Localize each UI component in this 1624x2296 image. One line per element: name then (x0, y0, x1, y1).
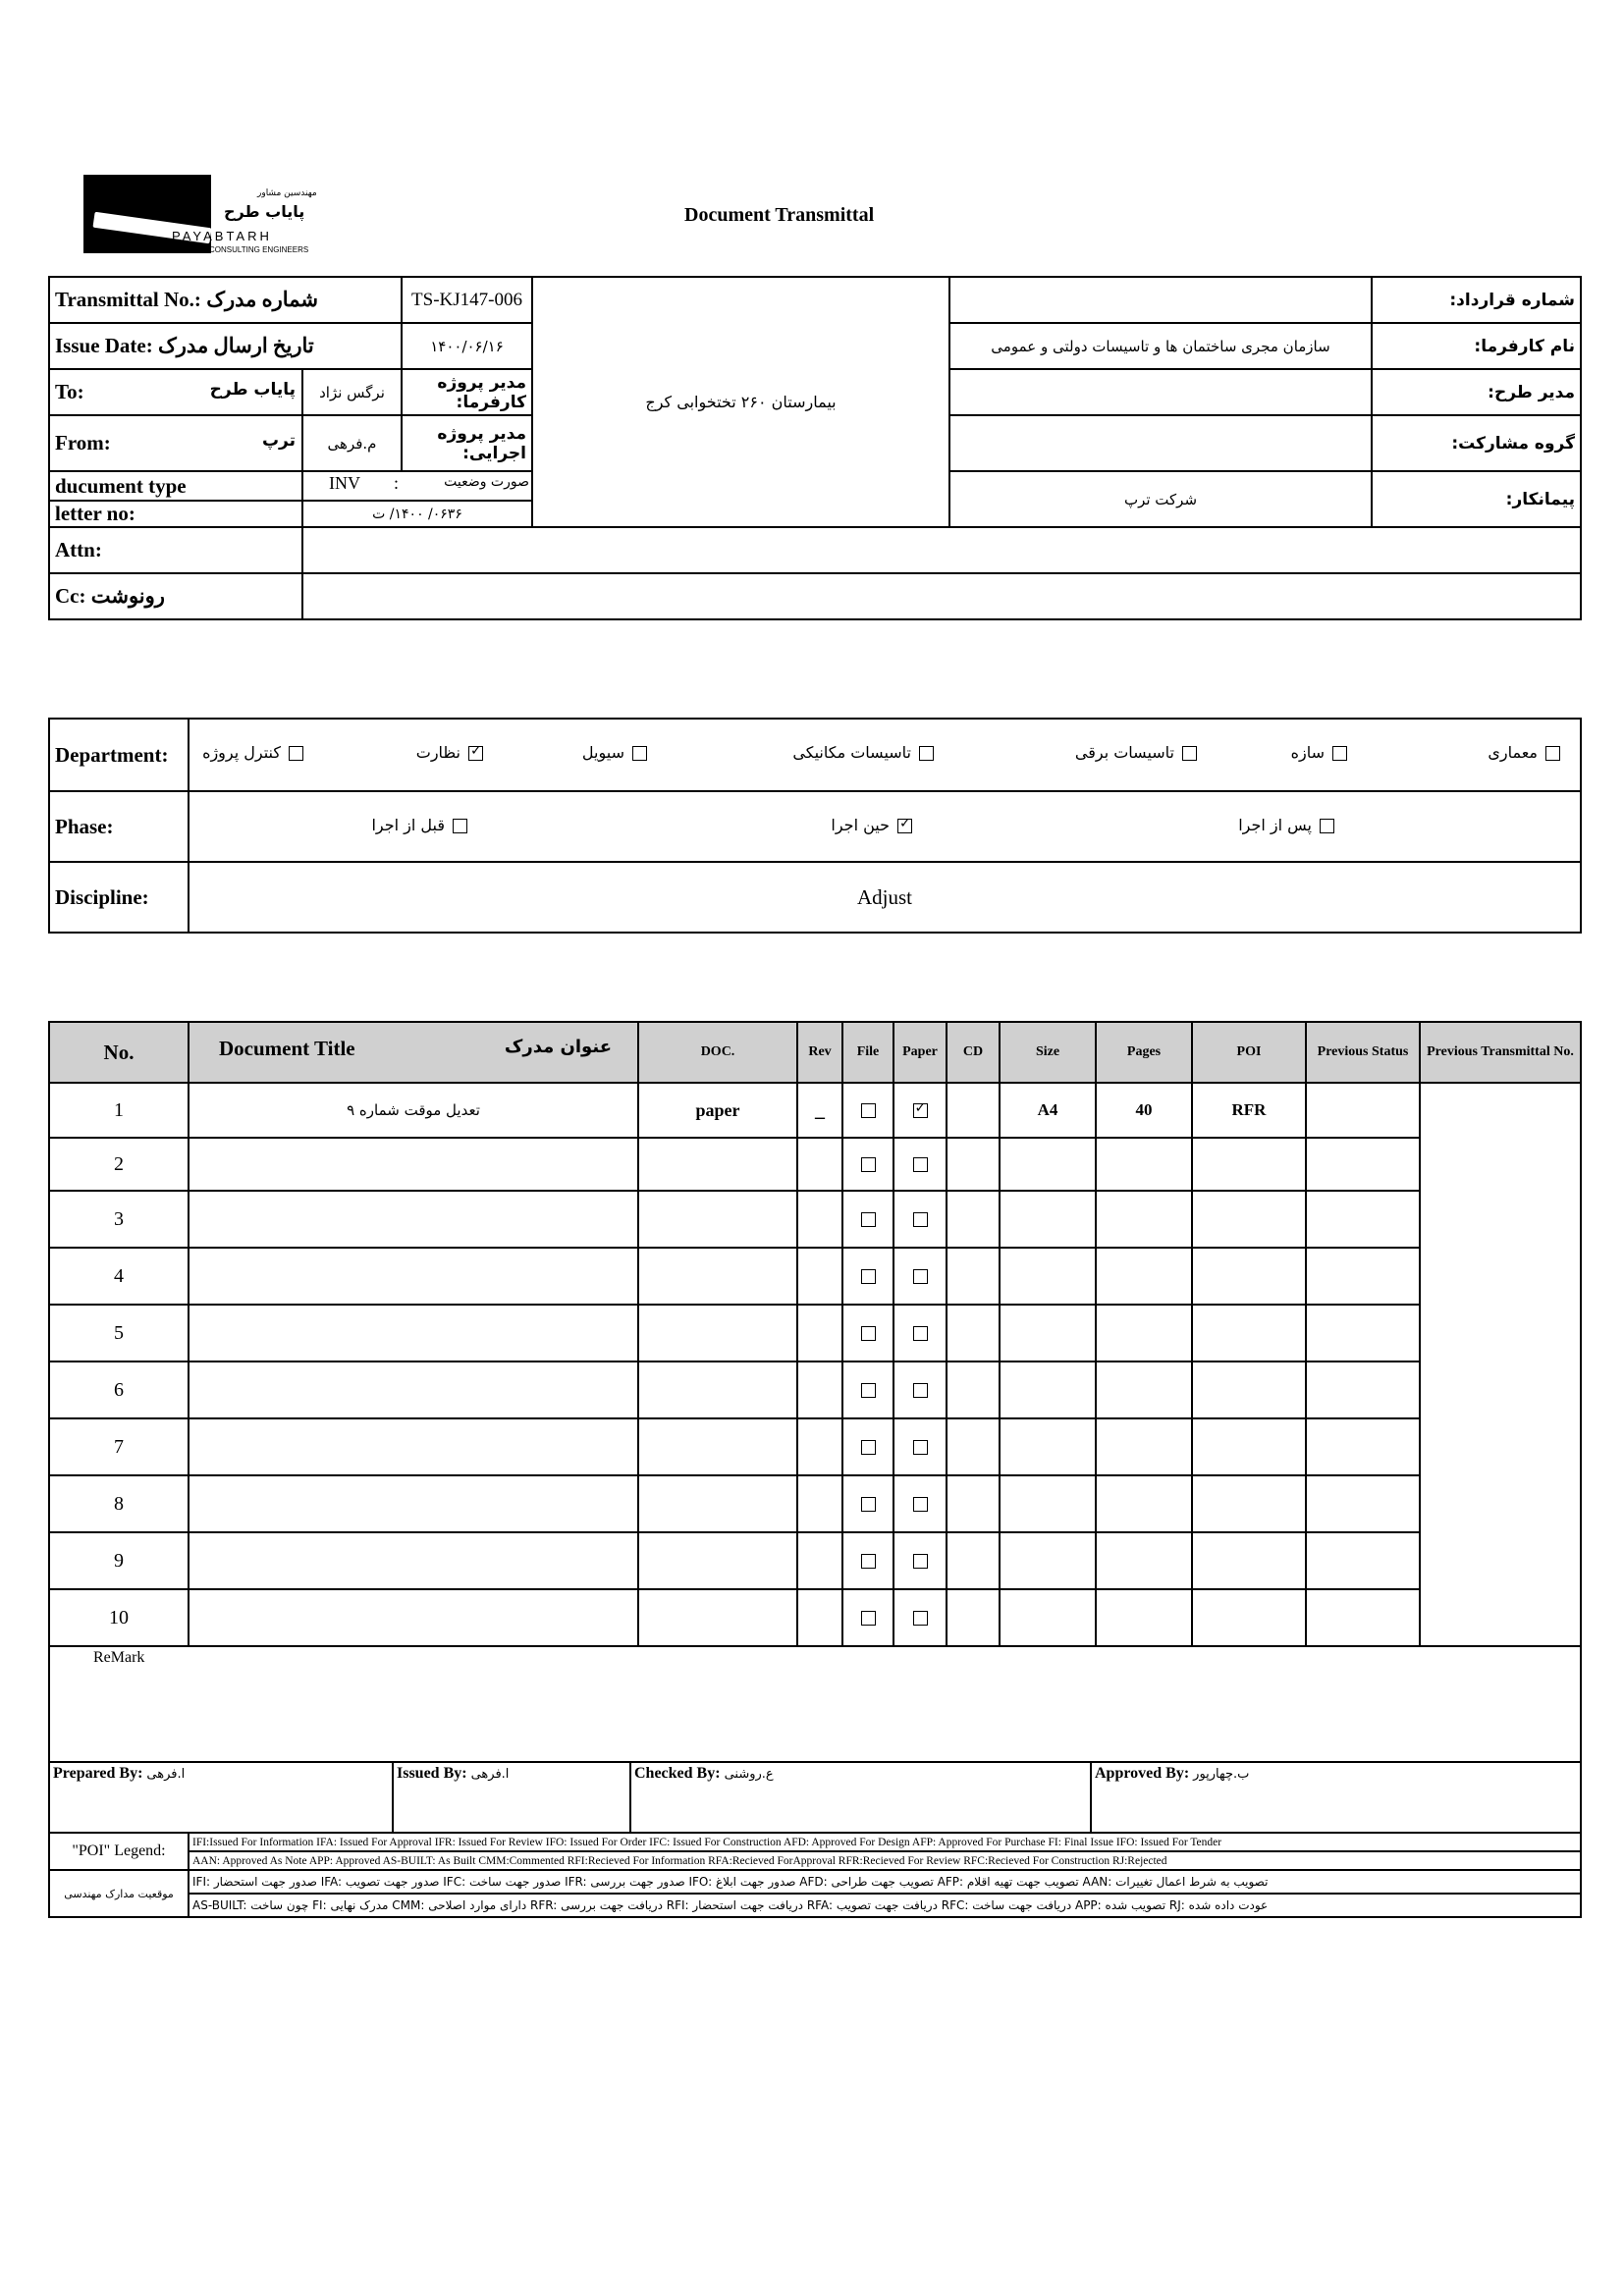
row-prev-status (1306, 1191, 1420, 1248)
row-doc (638, 1248, 797, 1305)
transmittal-no-value: TS-KJ147-006 (402, 277, 532, 323)
row-size (1000, 1475, 1096, 1532)
row-prev-status (1306, 1083, 1420, 1138)
row-pages (1096, 1138, 1192, 1191)
from-value: ترپ (261, 431, 296, 451)
checkbox-icon[interactable] (861, 1383, 876, 1398)
doc-type-value: INV (329, 473, 360, 493)
row-size (1000, 1248, 1096, 1305)
row-rev: _ (797, 1083, 842, 1138)
row-prev-status (1306, 1475, 1420, 1532)
approved-by-cell (1091, 1762, 1581, 1833)
cc-value (302, 573, 1581, 619)
row-no: 7 (49, 1418, 189, 1475)
row-size (1000, 1362, 1096, 1418)
col-size: Size (1000, 1022, 1096, 1083)
transmittal-no-label: Transmittal No.: شماره مدرک (49, 277, 402, 323)
logo-name-en: PAYABTARH (172, 229, 272, 243)
checkbox-icon[interactable] (861, 1611, 876, 1626)
row-prev-status (1306, 1305, 1420, 1362)
row-file (842, 1138, 893, 1191)
checkbox-icon[interactable] (919, 746, 934, 761)
row-rev (797, 1248, 842, 1305)
row-title (189, 1248, 638, 1305)
phase-option-before[interactable]: قبل از اجرا (371, 816, 467, 834)
checkbox-icon[interactable] (1332, 746, 1347, 761)
row-poi (1192, 1138, 1306, 1191)
table-row (49, 1362, 1581, 1418)
table-row (49, 1418, 1581, 1475)
col-poi: POI (1192, 1022, 1306, 1083)
dept-option-structure[interactable]: سازه (1291, 743, 1347, 762)
checkbox-icon[interactable] (861, 1326, 876, 1341)
row-prev-status (1306, 1138, 1420, 1191)
row-pages (1096, 1305, 1192, 1362)
doc-type-label: ducument type (49, 471, 302, 501)
checkbox-icon[interactable] (1182, 746, 1197, 761)
table-row (49, 1248, 1581, 1305)
col-rev: Rev (797, 1022, 842, 1083)
checkbox-checked-icon[interactable] (913, 1103, 928, 1118)
dept-option-architecture[interactable]: معماری (1488, 743, 1560, 762)
row-doc (638, 1138, 797, 1191)
row-size (1000, 1138, 1096, 1191)
row-cd (947, 1083, 1000, 1138)
row-title (189, 1138, 638, 1191)
row-rev (797, 1191, 842, 1248)
design-manager-value (949, 369, 1372, 415)
issued-by-value: ا.فرهی (470, 1767, 510, 1782)
row-paper (893, 1191, 947, 1248)
row-doc (638, 1362, 797, 1418)
row-pages (1096, 1532, 1192, 1589)
row-prev-status (1306, 1418, 1420, 1475)
row-pages (1096, 1475, 1192, 1532)
approved-by-label: Approved By: (1095, 1765, 1190, 1782)
row-doc (638, 1532, 797, 1589)
table-row (49, 1083, 1581, 1138)
row-pages (1096, 1589, 1192, 1646)
checkbox-icon[interactable] (913, 1212, 928, 1227)
row-file (842, 1248, 893, 1305)
contract-no-value (949, 277, 1372, 323)
fa-legend-line-2: AS-BUILT: چون ساخت FI: مدرک نهایی CMM: دارای موارد اصلاحی RFR: دریافت جهت بررسی RFI: دریافت جهت استحضار RFA: دریافت جهت تصویب RFC: دریافت جهت ساخت APP: تصویب شده RJ: عودت داده شده (189, 1894, 1581, 1917)
fa-legend-line-1: IFI: صدور جهت استحضار IFA: صدور جهت تصویب IFC: صدور جهت ساخت IFR: صدور جهت بررسی IFO: صدور جهت ابلاغ AFD: تصویب جهت طراحی AFP: تصویب جهت تهیه اقلام AAN: تصویب به شرط اعمال تغییرات (189, 1870, 1581, 1894)
phase-label: Phase: (49, 791, 189, 862)
phase-option-after[interactable]: پس از اجرا (1238, 816, 1334, 834)
row-cd (947, 1248, 1000, 1305)
from-label: From: (55, 431, 111, 454)
row-title (189, 1362, 638, 1418)
row-title (189, 1532, 638, 1589)
from-cell (49, 415, 302, 471)
discipline-label: Discipline: (49, 862, 189, 933)
exec-pm-value: م.فرهی (302, 415, 402, 471)
legend-table (48, 1832, 1582, 1918)
contractor-label: پیمانکار: (1372, 471, 1581, 527)
row-file (842, 1083, 893, 1138)
col-cd: CD (947, 1022, 1000, 1083)
row-paper (893, 1589, 947, 1646)
row-no: 10 (49, 1589, 189, 1646)
row-file (842, 1532, 893, 1589)
client-label: نام کارفرما: (1372, 323, 1581, 369)
checkbox-icon[interactable] (453, 819, 467, 833)
row-no: 5 (49, 1305, 189, 1362)
logo-subtitle-en: CONSULTING ENGINEERS (209, 245, 309, 254)
row-paper (893, 1138, 947, 1191)
row-poi (1192, 1191, 1306, 1248)
checkbox-icon[interactable] (913, 1383, 928, 1398)
row-title (189, 1418, 638, 1475)
logo-subtitle-fa: مهندسین مشاور (257, 188, 317, 198)
row-cd (947, 1362, 1000, 1418)
row-doc (638, 1305, 797, 1362)
row-file (842, 1305, 893, 1362)
checkbox-icon[interactable] (913, 1269, 928, 1284)
row-paper (893, 1532, 947, 1589)
row-paper (893, 1418, 947, 1475)
row-no: 4 (49, 1248, 189, 1305)
issued-by-label: Issued By: (397, 1765, 467, 1782)
checkbox-icon[interactable] (861, 1103, 876, 1118)
checkbox-icon[interactable] (861, 1212, 876, 1227)
department-label: Department: (49, 719, 189, 791)
client-pm-label: مدیر پروژه کارفرما: (402, 369, 532, 415)
checkbox-icon[interactable] (913, 1611, 928, 1626)
row-pages (1096, 1362, 1192, 1418)
checkbox-icon[interactable] (913, 1440, 928, 1455)
to-value: پایاب طرح (209, 380, 296, 400)
row-poi (1192, 1305, 1306, 1362)
row-size (1000, 1418, 1096, 1475)
row-cd (947, 1305, 1000, 1362)
col-no: No. (49, 1022, 189, 1083)
doc-type-fa: صورت وضعیت (444, 474, 529, 490)
checkbox-icon[interactable] (861, 1440, 876, 1455)
checkbox-icon[interactable] (861, 1269, 876, 1284)
contractor-value: شرکت ترپ (949, 471, 1372, 527)
table-row (49, 1138, 1581, 1191)
row-cd (947, 1475, 1000, 1532)
row-cd (947, 1138, 1000, 1191)
checkbox-icon[interactable] (632, 746, 647, 761)
row-doc (638, 1191, 797, 1248)
dept-option-civil[interactable]: سیویل (582, 743, 647, 762)
row-file (842, 1418, 893, 1475)
row-size (1000, 1532, 1096, 1589)
signatures-table (48, 1761, 1582, 1834)
row-poi (1192, 1589, 1306, 1646)
row-size (1000, 1191, 1096, 1248)
doc-type-cell (302, 471, 532, 501)
col-doc: DOC. (638, 1022, 797, 1083)
row-prev-status (1306, 1362, 1420, 1418)
col-prev-transmittal: Previous Transmittal No. (1420, 1022, 1581, 1083)
partnership-value (949, 415, 1372, 471)
row-rev (797, 1589, 842, 1646)
checkbox-checked-icon[interactable] (897, 819, 912, 833)
checkbox-icon[interactable] (1545, 746, 1560, 761)
row-title (189, 1191, 638, 1248)
exec-pm-label: مدیر پروژه اجرایی: (402, 415, 532, 471)
row-pages: 40 (1096, 1083, 1192, 1138)
doc-type-colon: : (394, 473, 400, 493)
prepared-by-cell (49, 1762, 393, 1833)
row-pages (1096, 1248, 1192, 1305)
issued-by-cell (393, 1762, 630, 1833)
row-paper (893, 1305, 947, 1362)
row-doc (638, 1589, 797, 1646)
row-paper (893, 1475, 947, 1532)
project-name: بیمارستان ۲۶۰ تختخوابی کرج (532, 277, 949, 527)
checkbox-icon[interactable] (1320, 819, 1334, 833)
row-cd (947, 1191, 1000, 1248)
row-size (1000, 1305, 1096, 1362)
table-row (49, 1532, 1581, 1589)
row-file (842, 1475, 893, 1532)
checkbox-icon[interactable] (913, 1326, 928, 1341)
row-doc (638, 1418, 797, 1475)
client-pm-value: نرگس نژاد (302, 369, 402, 415)
design-manager-label: مدیر طرح: (1372, 369, 1581, 415)
checkbox-icon[interactable] (289, 746, 303, 761)
row-paper (893, 1248, 947, 1305)
row-poi (1192, 1418, 1306, 1475)
department-options (189, 719, 1581, 791)
documents-table (48, 1021, 1582, 1763)
row-poi (1192, 1532, 1306, 1589)
row-title (189, 1475, 638, 1532)
phase-options (189, 791, 1581, 862)
document-title: Document Transmittal (684, 204, 875, 226)
checked-by-label: Checked By: (634, 1765, 721, 1782)
row-size: A4 (1000, 1083, 1096, 1138)
cc-label: Cc: رونوشت (49, 573, 302, 619)
logo-name-fa: پایاب طرح (224, 202, 305, 221)
dept-option-project-control[interactable]: کنترل پروژه (202, 743, 303, 762)
row-paper (893, 1083, 947, 1138)
attn-value (302, 527, 1581, 573)
row-doc (638, 1475, 797, 1532)
row-cd (947, 1589, 1000, 1646)
row-prev-status (1306, 1589, 1420, 1646)
checkbox-icon[interactable] (913, 1497, 928, 1512)
row-rev (797, 1138, 842, 1191)
row-poi: RFR (1192, 1083, 1306, 1138)
attn-label: Attn: (49, 527, 302, 573)
row-no: 6 (49, 1362, 189, 1418)
col-pages: Pages (1096, 1022, 1192, 1083)
dept-option-mechanical[interactable]: تاسیسات مکانیکی (792, 743, 934, 762)
phase-option-during[interactable]: ✓ حین اجرا (831, 816, 912, 834)
row-doc: paper (638, 1083, 797, 1138)
row-rev (797, 1532, 842, 1589)
table-row (49, 1191, 1581, 1248)
header-table (48, 276, 1582, 620)
checkbox-icon[interactable] (861, 1157, 876, 1172)
poi-legend-line-2: AAN: Approved As Note APP: Approved AS-BUILT: As Built CMM:Commented RFI:Recieved For Information RFA:Recieved ForApproval RFR:Recieved For Review RFC:Recieved For Construction RJ:Rejected (189, 1851, 1581, 1870)
col-title-fa: عنوان مدرک (504, 1037, 612, 1057)
row-no: 3 (49, 1191, 189, 1248)
row-poi (1192, 1475, 1306, 1532)
dept-option-supervision[interactable]: ✓ نظارت (416, 743, 483, 762)
checkbox-icon[interactable] (913, 1554, 928, 1569)
row-rev (797, 1418, 842, 1475)
table-row (49, 1305, 1581, 1362)
table-row (49, 1589, 1581, 1646)
row-pages (1096, 1191, 1192, 1248)
row-cd (947, 1532, 1000, 1589)
row-file (842, 1589, 893, 1646)
row-rev (797, 1362, 842, 1418)
approved-by-value: ب.چهارپور (1193, 1767, 1250, 1782)
row-prev-status (1306, 1532, 1420, 1589)
remark-label: ReMark (49, 1646, 1581, 1762)
department-table (48, 718, 1582, 934)
row-cd (947, 1418, 1000, 1475)
dept-option-electrical[interactable]: تاسیسات برقی (1075, 743, 1197, 762)
letter-no-value: ۰۶۳۶/ ۱۴۰۰/ ت (302, 501, 532, 527)
row-title (189, 1589, 638, 1646)
prepared-by-label: Prepared By: (53, 1765, 143, 1782)
row-size (1000, 1589, 1096, 1646)
issue-date-label: Issue Date: تاریخ ارسال مدرک (49, 323, 402, 369)
issue-date-value: ۱۴۰۰/۰۶/۱۶ (402, 323, 532, 369)
col-prev-status: Previous Status (1306, 1022, 1420, 1083)
row-no: 2 (49, 1138, 189, 1191)
row-rev (797, 1475, 842, 1532)
row-file (842, 1191, 893, 1248)
checked-by-value: ع.روشنی (724, 1767, 774, 1782)
row-paper (893, 1362, 947, 1418)
discipline-value: Adjust (189, 862, 1581, 933)
checkbox-icon[interactable] (913, 1157, 928, 1172)
row-poi (1192, 1248, 1306, 1305)
checkbox-icon[interactable] (861, 1554, 876, 1569)
row-no: 8 (49, 1475, 189, 1532)
poi-legend-label: "POI" Legend: (49, 1833, 189, 1870)
table-row (49, 1475, 1581, 1532)
checkbox-checked-icon[interactable] (468, 746, 483, 761)
col-title-en: Document Title (219, 1037, 355, 1060)
row-file (842, 1362, 893, 1418)
checked-by-cell (630, 1762, 1091, 1833)
to-cell (49, 369, 302, 415)
row-no: 1 (49, 1083, 189, 1138)
poi-legend-line-1: IFI:Issued For Information IFA: Issued For Approval IFR: Issued For Review IFO: Issued For Order IFC: Issued For Construction AFD: Approved For Design AFP: Approved For Purchase FI: Final Issue IFO: Issued For Tender (189, 1833, 1581, 1851)
row-poi (1192, 1362, 1306, 1418)
client-value: سازمان مجری ساختمان ها و تاسیسات دولتی و عمومی (949, 323, 1372, 369)
checkbox-icon[interactable] (861, 1497, 876, 1512)
row-prev-status (1306, 1248, 1420, 1305)
row-title: تعدیل موقت شماره ۹ (189, 1083, 638, 1138)
row-pages (1096, 1418, 1192, 1475)
letter-no-label: letter no: (49, 501, 302, 527)
contract-no-label: شماره قرارداد: (1372, 277, 1581, 323)
row-prev-transmittal (1420, 1083, 1581, 1646)
col-file: File (842, 1022, 893, 1083)
fa-legend-label: موقعیت مدارک مهندسی (49, 1870, 189, 1917)
row-no: 9 (49, 1532, 189, 1589)
prepared-by-value: ا.فرهی (146, 1767, 186, 1782)
col-document-title (189, 1022, 638, 1083)
col-paper: Paper (893, 1022, 947, 1083)
to-label: To: (55, 380, 84, 403)
row-title (189, 1305, 638, 1362)
row-rev (797, 1305, 842, 1362)
partnership-label: گروه مشارکت: (1372, 415, 1581, 471)
